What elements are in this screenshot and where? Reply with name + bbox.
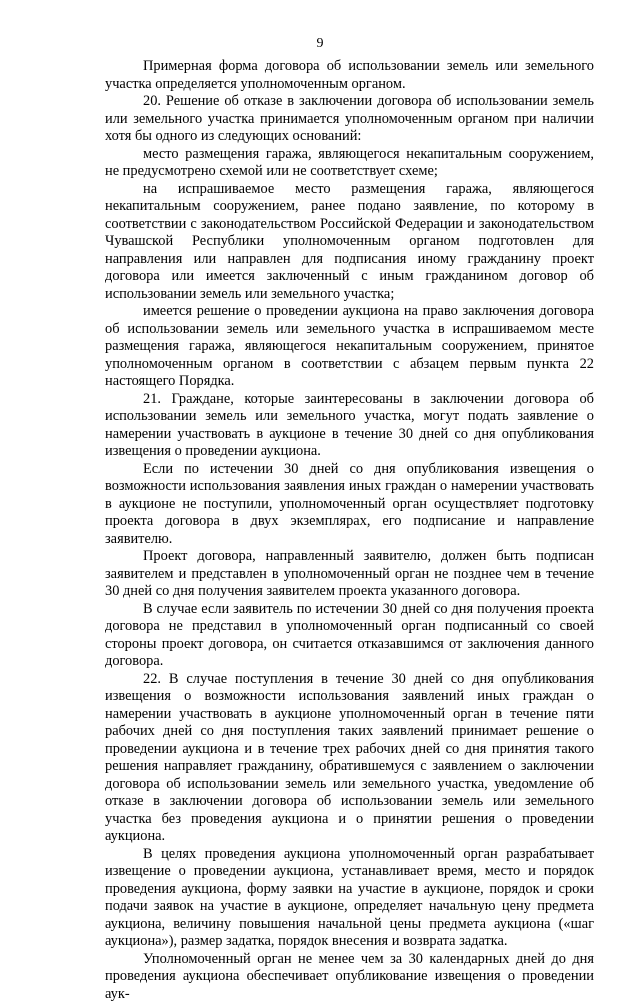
paragraph-item-21: 21. Граждане, которые заинтересованы в заключении договора об использовании земель или земельного участка, могут подать заявление о намерении участвовать в аукционе в течение 30 дней со дня опубликования извещения о проведении аукциона. — [105, 391, 594, 461]
paragraph-contract-signing: Проект договора, направленный заявителю, должен быть подписан заявителем и представлен в уполномоченный орган не позднее чем в течение 30 дней со дня получения заявителем проекта указанного договора. — [105, 548, 594, 601]
paragraph-ground-auction-decision: имеется решение о проведении аукциона на право заключения договора об использовании земель или земельного участка в испрашиваемом месте размещения гаража, являющегося некапитальным сооружением, принятое уполномоченным органом в соответствии с абзацем первым пункта 22 настоящего Порядка. — [105, 303, 594, 391]
paragraph-item-22: 22. В случае поступления в течение 30 дней со дня опубликования извещения о возможности использования заявлений иных граждан о намерении участвовать в аукционе уполномоченный орган в течение пяти рабочих дней со дня поступления таких заявлений принимает решение о проведении аукциона и в течение трех рабочих дней со дня принятия такого решения направляет гражданину, обратившемуся с заявлением о заключении договора об использовании земель или земельного участка, уведомление об отказе в заключении договора об использовании земель или земельного участка без проведения аукциона и о принятии решения о проведении аукциона. — [105, 671, 594, 846]
paragraph-ground-prior-application: на испрашиваемое место размещения гаража, являющегося некапитальным сооружением, ранее подано заявление, по которому в соответствии с законодательством Российской Федерации и законодательством Чувашской Республики уполномоченным органом подготовлен для направления или направлен для подписания иному гражданину проект договора или имеется заключенный с иным гражданином договор об использовании земель или земельного участка; — [105, 181, 594, 304]
page-number: 9 — [0, 36, 640, 52]
paragraph-no-other-applications: Если по истечении 30 дней со дня опубликования извещения о возможности использования заявления иных граждан о намерении участвовать в аукционе не поступили, уполномоченный орган осуществляет подготовку проекта договора в двух экземплярах, его подписание и направление заявителю. — [105, 461, 594, 549]
paragraph-item-20: 20. Решение об отказе в заключении договора об использовании земель или земельного участка принимается уполномоченным органом при наличии хотя бы одного из следующих оснований: — [105, 93, 594, 146]
paragraph-form-definition: Примерная форма договора об использовании земель или земельного участка определяется уполномоченным органом. — [105, 58, 594, 93]
paragraph-applicant-refusal: В случае если заявитель по истечении 30 дней со дня получения проекта договора не представил в уполномоченный орган подписанный со своей стороны проект договора, он считается отказавшимся от заключения данного договора. — [105, 601, 594, 671]
paragraph-auction-preparation: В целях проведения аукциона уполномоченный орган разрабатывает извещение о проведении аукциона, устанавливает время, место и порядок проведения аукциона, форму заявки на участие в аукционе, порядок и сроки подачи заявок на участие в аукционе, определяет начальную цену предмета аукциона, величину повышения начальной цены предмета аукциона («шаг аукциона»), размер задатка, порядок внесения и возврата задатка. — [105, 846, 594, 951]
paragraph-auction-notice: Уполномоченный орган не менее чем за 30 календарных дней до дня проведения аукциона обеспечивает опубликование извещения о проведении аук- — [105, 951, 594, 1003]
document-body — [105, 58, 594, 1003]
paragraph-ground-not-in-scheme: место размещения гаража, являющегося некапитальным сооружением, не предусмотрено схемой или не соответствует схеме; — [105, 146, 594, 181]
